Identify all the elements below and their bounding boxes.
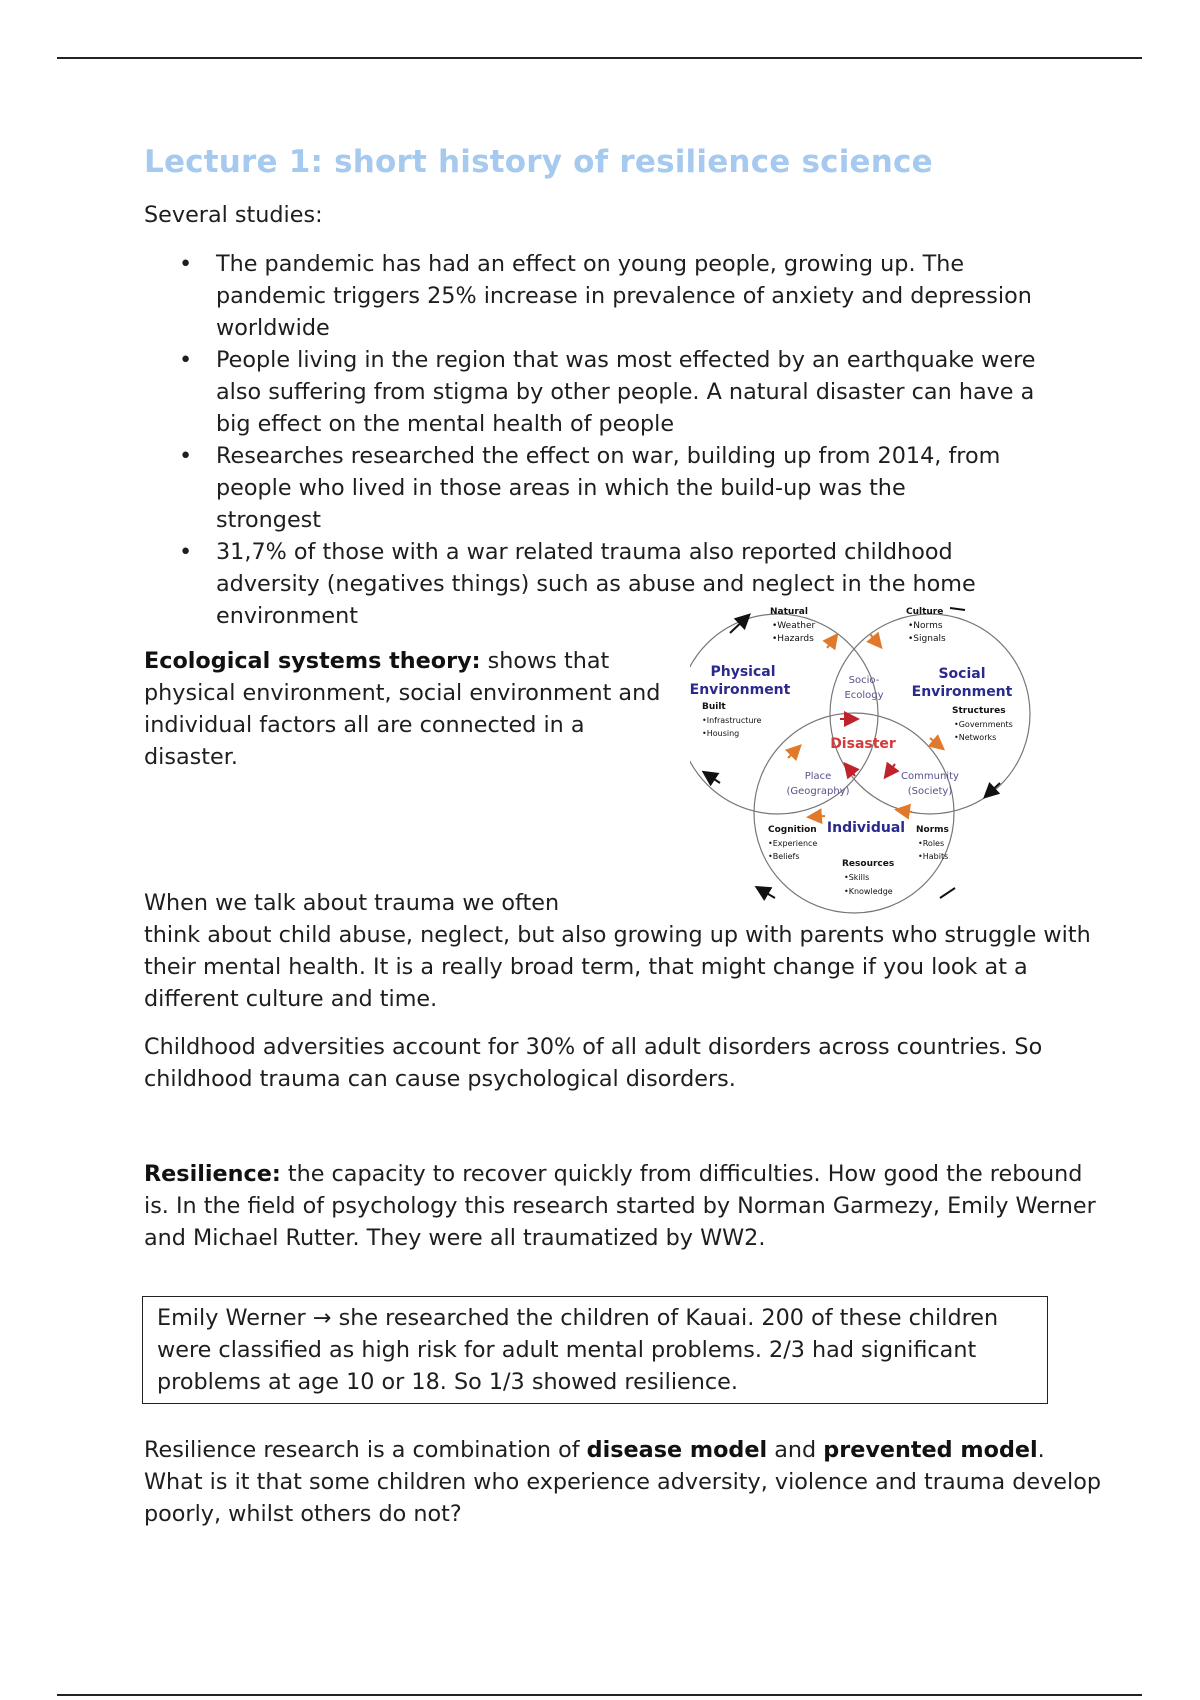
resilience-paragraph: Resilience: the capacity to recover quickly from difficulties. How good the rebound is. In the field of psychology this research started by Norman Garmezy, Emily Werner and Michael Rutter. They were all traumatized by WW2.	[144, 1161, 1096, 1251]
svg-text:•Norms: •Norms	[908, 621, 943, 631]
cognition-heading: Cognition	[768, 825, 817, 835]
list-item: • The pandemic has had an effect on young people, growing up. The pandemic triggers 25% increase in prevalence of anxiety and depression worldwide	[144, 248, 1064, 344]
ecological-term: Ecological systems theory:	[144, 648, 481, 674]
svg-text:•Skills: •Skills	[844, 873, 870, 882]
svg-text:•Governments: •Governments	[954, 720, 1013, 729]
structures-heading: Structures	[952, 706, 1006, 716]
arrow-icon	[870, 634, 880, 646]
place-label: Place	[804, 771, 832, 782]
built-heading: Built	[702, 702, 726, 712]
list-item: • 31,7% of those with a war related trauma also reported childhood adversity (negatives things) such as abuse and neglect in the home environment	[144, 536, 1056, 632]
social-label: Environment	[911, 684, 1013, 700]
top-rule	[57, 57, 1142, 59]
bullet-icon: •	[179, 539, 193, 565]
arrow-icon	[886, 764, 895, 776]
social-label: Social	[938, 666, 986, 682]
resources-heading: Resources	[842, 859, 895, 869]
list-item: • People living in the region that was most effected by an earthquake were also suffering from stigma by other people. A natural disaster can have a big effect on the mental health of people	[144, 344, 1036, 440]
arrow-icon	[930, 738, 942, 748]
svg-text:•Signals: •Signals	[908, 634, 946, 644]
studies-list	[144, 248, 1064, 632]
natural-heading: Natural	[770, 607, 808, 617]
socio-ecology-label: Socio-	[848, 675, 880, 686]
bullet-icon: •	[179, 443, 193, 469]
physical-label: Physical	[710, 664, 776, 680]
arrow-icon	[788, 747, 799, 758]
svg-text:•Networks: •Networks	[954, 733, 997, 742]
community-label: (Society)	[907, 786, 953, 797]
community-label: Community	[901, 771, 959, 782]
page-title: Lecture 1: short history of resilience science	[144, 144, 933, 180]
bullet-icon: •	[179, 251, 193, 277]
culture-heading: Culture	[906, 607, 944, 617]
disease-model-term: disease model	[586, 1437, 768, 1463]
ecological-paragraph: Ecological systems theory: shows that physical environment, social environment and individual factors all are connected in a disaster.	[144, 648, 661, 770]
disaster-label: Disaster	[830, 736, 896, 752]
socio-ecology-label: Ecology	[844, 690, 884, 701]
svg-text:•Experience: •Experience	[768, 839, 818, 848]
physical-label: Environment	[690, 682, 791, 698]
svg-text:•Housing: •Housing	[702, 729, 740, 738]
place-label: (Geography)	[786, 786, 850, 797]
intro-text: Several studies:	[144, 202, 323, 228]
arrow-icon	[986, 783, 1000, 796]
prevented-model-term: prevented model	[823, 1437, 1038, 1463]
ecological-diagram	[690, 598, 1040, 918]
bottom-rule	[57, 1694, 1142, 1696]
svg-text:•Beliefs: •Beliefs	[768, 852, 800, 861]
bullet-icon: •	[179, 347, 193, 373]
model-paragraph: Resilience research is a combination of disease model and prevented model. What is it that some children who experience adversity, violence and trauma develop poorly, whilst others do not?	[144, 1437, 1102, 1527]
werner-box: Emily Werner → she researched the children of Kauai. 200 of these children were classified as high risk for adult mental problems. 2/3 had significant problems at age 10 or 18. So 1/3 showed resilience.	[142, 1296, 1048, 1404]
norms-heading: Norms	[916, 825, 949, 835]
arrow-icon	[705, 773, 720, 783]
arrow-icon	[810, 816, 825, 817]
trauma-paragraph: When we talk about trauma we often think about child abuse, neglect, but also growing up with parents who struggle with their mental health. It is a really broad term, that might change if you look at a different culture and time.	[144, 890, 1091, 1012]
individual-label: Individual	[826, 820, 906, 836]
svg-text:•Weather: •Weather	[772, 621, 816, 631]
resilience-term: Resilience:	[144, 1161, 281, 1187]
svg-text:•Infrastructure: •Infrastructure	[702, 716, 762, 725]
svg-text:•Knowledge: •Knowledge	[844, 887, 893, 896]
svg-text:•Habits: •Habits	[918, 852, 949, 861]
list-item: • Researches researched the effect on war, building up from 2014, from people who lived in those areas in which the build-up was the strongest	[144, 440, 1016, 536]
arrow-icon	[827, 636, 836, 648]
arrow-icon	[898, 810, 912, 812]
physical-circle	[690, 614, 878, 814]
svg-text:•Roles: •Roles	[918, 839, 945, 848]
adversities-paragraph: Childhood adversities account for 30% of all adult disorders across countries. So childhood trauma can cause psychological disorders.	[144, 1034, 1043, 1092]
svg-text:•Hazards: •Hazards	[772, 634, 814, 644]
arrow-icon	[950, 608, 965, 610]
